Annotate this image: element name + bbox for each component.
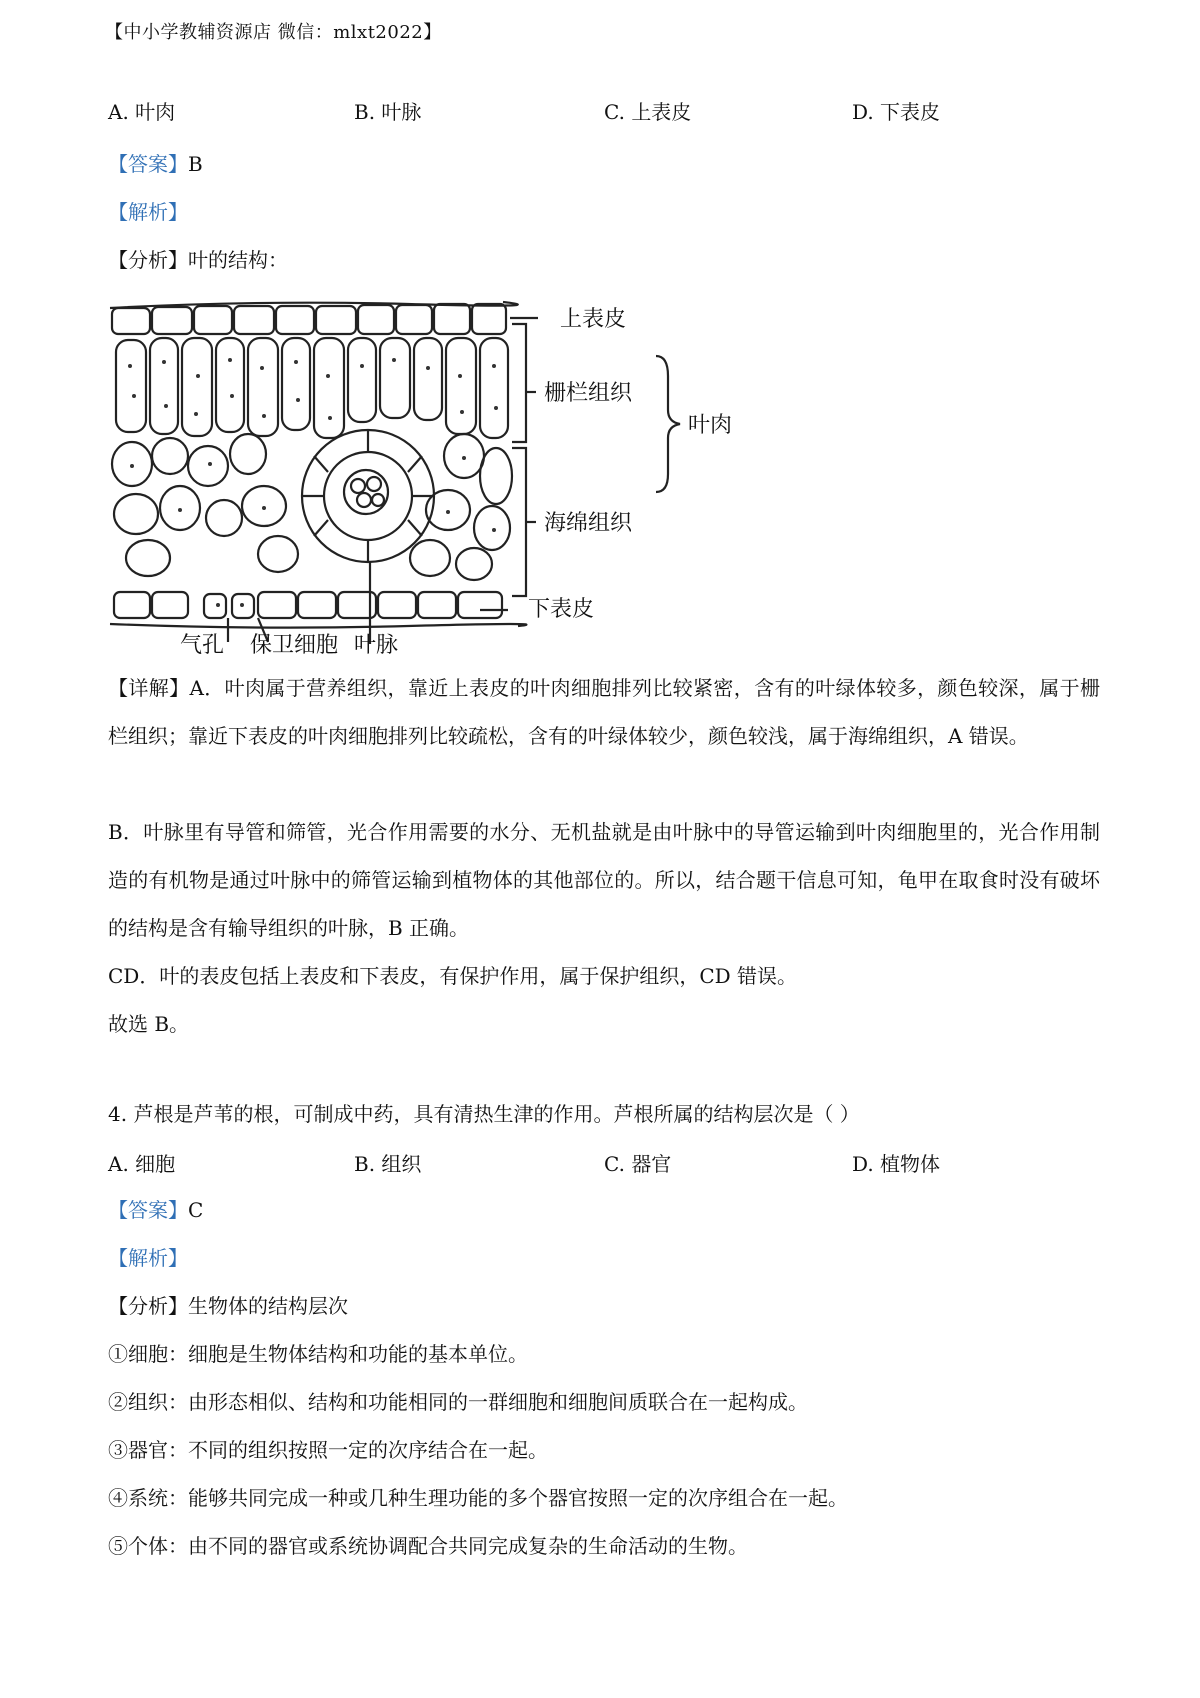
vein-bundle xyxy=(302,430,434,562)
q3-detail-a: 【详解】A．叶肉属于营养组织，靠近上表皮的叶肉细胞排列比较紧密，含有的叶绿体较多，颜色较深，属于栅栏组织；靠近下表皮的叶肉细胞排列比较疏松，含有的叶绿体较少，颜色较浅，属于海绵组织，A 错误。 xyxy=(108,676,1100,748)
q3-detail-cd: CD．叶的表皮包括上表皮和下表皮，有保护作用，属于保护组织，CD 错误。 xyxy=(108,964,798,988)
q4-fenxi: 【分析】生物体的结构层次 xyxy=(108,1294,348,1318)
label-mesophyll: 叶肉 xyxy=(688,413,733,438)
leaf-structure-diagram xyxy=(108,296,808,656)
label-vein: 叶脉 xyxy=(354,633,399,656)
q4-point-individual: ⑤个体：由不同的器官或系统协调配合共同完成复杂的生命活动的生物。 xyxy=(108,1534,748,1558)
label-guard-cell: 保卫细胞 xyxy=(250,633,339,656)
q3-options xyxy=(108,96,1108,124)
answer-tag: 【答案】 xyxy=(108,152,188,176)
q4-option-b: B. 组织 xyxy=(354,1152,422,1176)
answer-tag: 【答案】 xyxy=(108,1198,188,1222)
lower-epidermis-cells xyxy=(114,592,502,618)
q3-option-d: D. 下表皮 xyxy=(852,100,941,124)
q3-detail-b: B．叶脉里有导管和筛管，光合作用需要的水分、无机盐就是由叶脉中的导管运输到叶肉细胞里的，光合作用制造的有机物是通过叶脉中的筛管运输到植物体的其他部位的。所以，结合题干信息可知，龟甲在取食时没有破坏的结构是含有输导组织的叶脉，B 正确。 xyxy=(108,820,1100,940)
palisade-cells xyxy=(116,338,508,438)
q4-point-organ: ③器官：不同的组织按照一定的次序结合在一起。 xyxy=(108,1438,548,1462)
upper-epidermis-cells xyxy=(112,304,506,334)
q3-option-b: B. 叶脉 xyxy=(354,100,422,124)
q4-option-c: C. 器官 xyxy=(604,1152,672,1176)
q4-option-d: D. 植物体 xyxy=(852,1152,941,1176)
q4-option-a: A. 细胞 xyxy=(108,1152,176,1176)
label-palisade: 栅栏组织 xyxy=(544,381,633,406)
q3-option-a: A. 叶肉 xyxy=(108,100,176,124)
spongy-cells xyxy=(112,434,512,580)
page-header: 【中小学教辅资源店 微信：mlxt2022】 xyxy=(105,22,442,43)
q4-answer xyxy=(108,1196,1108,1224)
q3-answer xyxy=(108,150,1108,178)
q3-option-c: C. 上表皮 xyxy=(604,100,692,124)
q3-conclusion: 故选 B。 xyxy=(108,1012,190,1036)
label-stoma: 气孔 xyxy=(180,633,225,656)
q4-analysis-tag: 【解析】 xyxy=(108,1246,188,1270)
q4-point-tissue: ②组织：由形态相似、结构和功能相同的一群细胞和细胞间质联合在一起构成。 xyxy=(108,1390,808,1414)
label-lower-epidermis: 下表皮 xyxy=(528,597,595,622)
answer-value: B xyxy=(188,152,203,176)
q4-point-system: ④系统：能够共同完成一种或几种生理功能的多个器官按照一定的次序组合在一起。 xyxy=(108,1486,848,1510)
label-spongy: 海绵组织 xyxy=(544,511,633,536)
q3-fenxi: 【分析】叶的结构： xyxy=(108,248,288,272)
q4-point-cell: ①细胞：细胞是生物体结构和功能的基本单位。 xyxy=(108,1342,528,1366)
q4-options xyxy=(108,1148,1108,1176)
answer-value: C xyxy=(188,1198,204,1222)
q4-question: 4. 芦根是芦苇的根，可制成中药，具有清热生津的作用。芦根所属的结构层次是（ ） xyxy=(108,1102,860,1126)
label-upper-epidermis: 上表皮 xyxy=(560,307,627,332)
q3-analysis-tag: 【解析】 xyxy=(108,200,188,224)
